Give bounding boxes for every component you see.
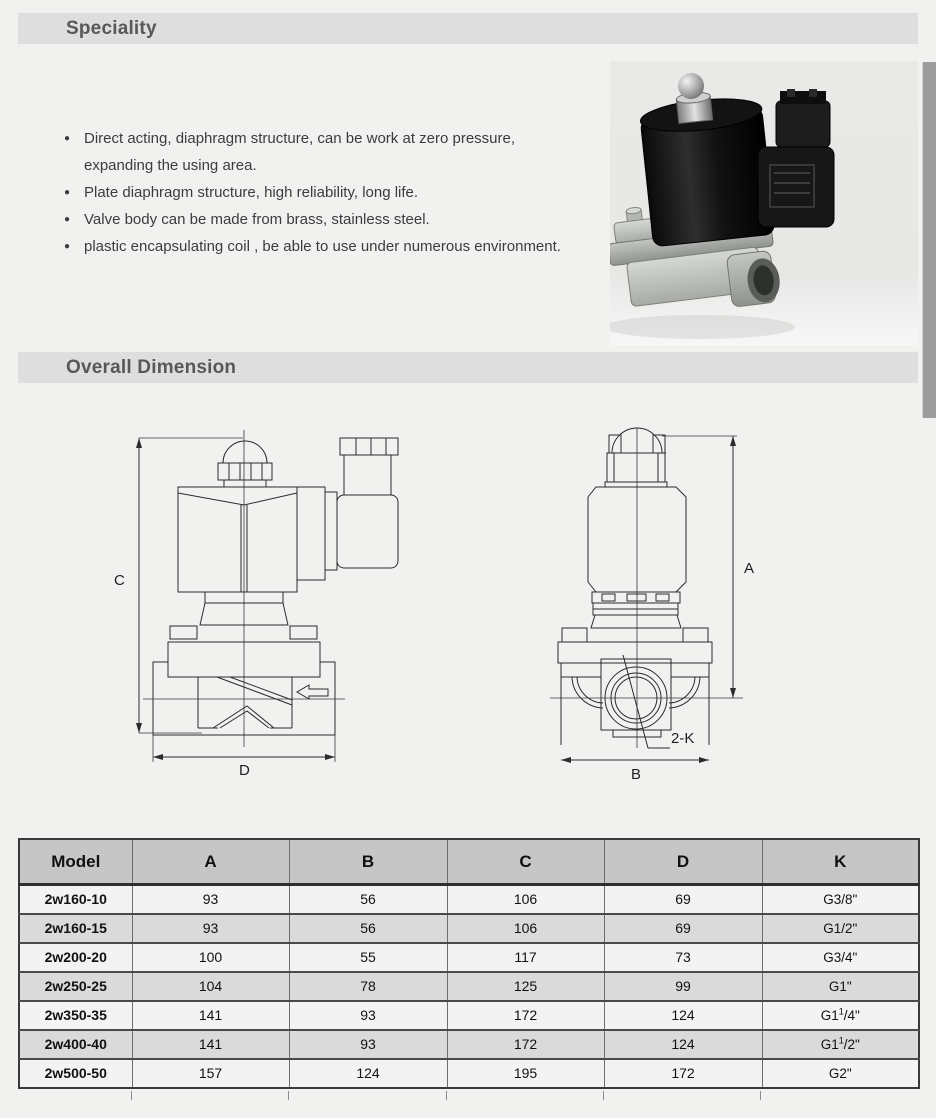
cell-b: 93 xyxy=(289,1030,447,1059)
table-row xyxy=(19,1001,919,1030)
cell-a: 157 xyxy=(132,1059,289,1088)
cell-b: 78 xyxy=(289,972,447,1001)
col-header-b: B xyxy=(289,839,447,885)
table-column-stub xyxy=(603,1091,604,1100)
feature-text: Direct acting, diaphragm structure, can be work at zero pressure, expanding the using area. xyxy=(84,130,516,174)
flow-arrow-icon xyxy=(297,685,328,699)
cell-model: 2w200-20 xyxy=(19,943,132,972)
table-row xyxy=(19,914,919,943)
cell-model: 2w160-10 xyxy=(19,885,132,914)
cell-a: 141 xyxy=(132,1030,289,1059)
product-photo xyxy=(610,61,918,345)
cell-d: 172 xyxy=(604,1059,762,1088)
port-callout-2K xyxy=(623,655,694,748)
feature-text: Valve body can be made from brass, stainless steel. xyxy=(84,211,430,228)
col-header-c: C xyxy=(447,839,604,885)
cell-c: 106 xyxy=(447,885,604,914)
cell-model: 2w500-50 xyxy=(19,1059,132,1088)
cell-model: 2w250-25 xyxy=(19,972,132,1001)
table-header-row xyxy=(19,839,919,885)
dimension-table xyxy=(18,838,920,1089)
cell-d: 73 xyxy=(604,943,762,972)
table-row xyxy=(19,972,919,1001)
dim-label-C: C xyxy=(114,572,125,589)
cell-k: G1" xyxy=(762,972,919,1001)
table-row xyxy=(19,885,919,914)
list-item xyxy=(64,206,569,233)
cell-b: 55 xyxy=(289,943,447,972)
cell-k: G1/2" xyxy=(762,914,919,943)
col-header-model: Model xyxy=(19,839,132,885)
col-header-k: K xyxy=(762,839,919,885)
drawing-side-view xyxy=(90,415,460,795)
front-view-outline xyxy=(550,428,743,748)
cell-c: 172 xyxy=(447,1001,604,1030)
table-row xyxy=(19,943,919,972)
feature-text: plastic encapsulating coil , be able to use under numerous environment. xyxy=(84,238,561,255)
table-row xyxy=(19,1059,919,1088)
dimension-A xyxy=(662,436,754,698)
cell-c: 106 xyxy=(447,914,604,943)
cell-c: 172 xyxy=(447,1030,604,1059)
cell-c: 195 xyxy=(447,1059,604,1088)
cell-k: G2" xyxy=(762,1059,919,1088)
cell-k: $G1^1/4$" xyxy=(762,1001,919,1030)
section-bar-overall-dimension xyxy=(18,352,918,383)
list-item xyxy=(64,233,569,260)
scrollbar-thumb[interactable] xyxy=(922,62,936,418)
section-title-overall-dimension: Overall Dimension xyxy=(66,357,237,378)
table-column-stub xyxy=(446,1091,447,1100)
col-header-d: D xyxy=(604,839,762,885)
dim-label-D: D xyxy=(239,762,250,779)
cell-d: 69 xyxy=(604,914,762,943)
feature-text: Plate diaphragm structure, high reliability, long life. xyxy=(84,184,419,201)
dimension-B xyxy=(561,757,709,783)
table-column-stub xyxy=(760,1091,761,1100)
side-view-outline xyxy=(143,430,398,747)
dim-label-A: A xyxy=(744,560,755,577)
table-column-stub xyxy=(131,1091,132,1100)
list-item xyxy=(64,125,569,179)
bullet-icon: ● xyxy=(64,214,71,225)
cell-model: 2w400-40 xyxy=(19,1030,132,1059)
cell-b: 124 xyxy=(289,1059,447,1088)
cell-k: G3/4" xyxy=(762,943,919,972)
col-header-a: A xyxy=(132,839,289,885)
cell-c: 125 xyxy=(447,972,604,1001)
bullet-icon: ● xyxy=(64,241,71,252)
cell-a: 100 xyxy=(132,943,289,972)
list-item xyxy=(64,179,569,206)
bullet-icon: ● xyxy=(64,187,71,198)
cell-c: 117 xyxy=(447,943,604,972)
cell-b: 56 xyxy=(289,914,447,943)
table-column-stub xyxy=(288,1091,289,1100)
solenoid-valve-photo xyxy=(610,61,918,345)
cell-k: $G1^1/2$" xyxy=(762,1030,919,1059)
bullet-icon: ● xyxy=(64,133,71,144)
cell-d: 99 xyxy=(604,972,762,1001)
section-bar-speciality xyxy=(18,13,918,44)
section-title-speciality: Speciality xyxy=(66,18,157,39)
cell-b: 56 xyxy=(289,885,447,914)
table-row xyxy=(19,1030,919,1059)
port-label-2K: 2-K xyxy=(671,730,695,747)
photo-shadow xyxy=(610,315,795,339)
dim-label-B: B xyxy=(631,766,642,783)
cell-d: 124 xyxy=(604,1030,762,1059)
cell-a: 141 xyxy=(132,1001,289,1030)
cell-d: 124 xyxy=(604,1001,762,1030)
cell-b: 93 xyxy=(289,1001,447,1030)
drawing-front-view xyxy=(530,415,800,795)
cell-d: 69 xyxy=(604,885,762,914)
cell-a: 93 xyxy=(132,885,289,914)
cell-k: G3/8" xyxy=(762,885,919,914)
cell-a: 93 xyxy=(132,914,289,943)
feature-list xyxy=(64,125,569,260)
cell-a: 104 xyxy=(132,972,289,1001)
cell-model: 2w350-35 xyxy=(19,1001,132,1030)
cell-model: 2w160-15 xyxy=(19,914,132,943)
